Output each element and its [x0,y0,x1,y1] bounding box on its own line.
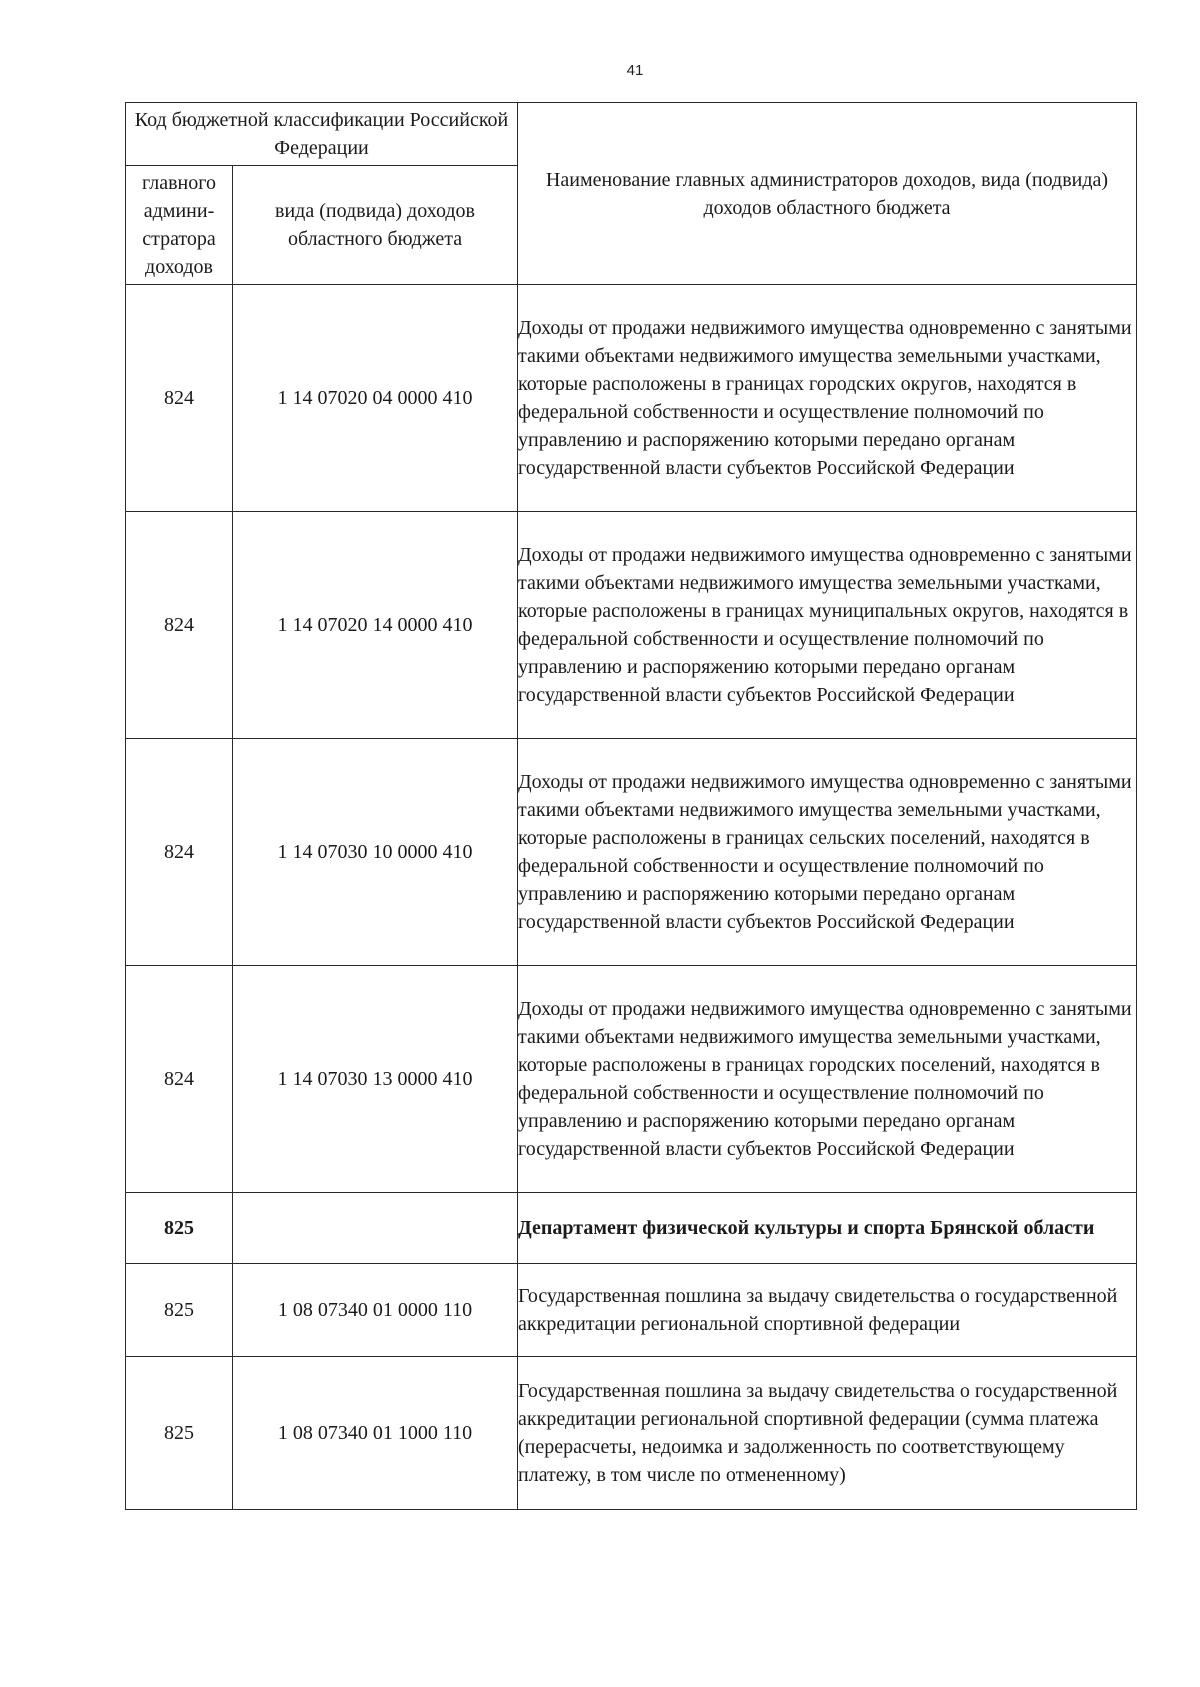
income-code-cell: 1 08 07340 01 0000 110 [233,1264,518,1357]
income-name-cell: Доходы от продажи недвижимого имущества одновременно с занятыми такими объектами недвижимого имущества земельными участками, которые расположены в границах муниципальных округов, находятся в федеральной собственности и осуществление полномочий по управлению и распоряжению которыми передано органам государственной власти субъектов Российской Федерации [518,512,1137,739]
admin-code-cell: 825 [126,1264,233,1357]
header-administrator-name: Наименование главных администраторов доходов, вида (подвида) доходов областного бюджета [518,103,1137,285]
admin-code-cell: 824 [126,512,233,739]
income-code-cell: 1 14 07020 14 0000 410 [233,512,518,739]
header-admin-code: главного админи-стратора доходов [126,166,233,285]
department-name-cell: Департамент физической культуры и спорта Брянской области [518,1193,1137,1264]
admin-code-cell: 825 [126,1357,233,1510]
admin-code-cell: 825 [126,1193,233,1264]
income-name-cell: Доходы от продажи недвижимого имущества одновременно с занятыми такими объектами недвижимого имущества земельными участками, которые расположены в границах городских округов, находятся в федеральной собственности и осуществление полномочий по управлению и распоряжению которыми передано органам государственной власти субъектов Российской Федерации [518,285,1137,512]
table-header [126,103,1137,285]
budget-classification-table [125,102,1137,1510]
income-code-cell: 1 14 07030 13 0000 410 [233,966,518,1193]
income-code-cell: 1 08 07340 01 1000 110 [233,1357,518,1510]
table-row [126,739,1137,966]
table-body [126,285,1137,1510]
table-row [126,512,1137,739]
admin-code-cell: 824 [126,966,233,1193]
income-code-cell [233,1193,518,1264]
header-income-type-code: вида (подвида) доходов областного бюджета [233,166,518,285]
income-name-cell: Государственная пошлина за выдачу свидетельства о государственной аккредитации региональной спортивной федерации (сумма платежа (перерасчеты, недоимка и задолженность по соответствующему платежу, в том числе по отмененному) [518,1357,1137,1510]
table-row [126,966,1137,1193]
admin-code-cell: 824 [126,285,233,512]
admin-code-cell: 824 [126,739,233,966]
table-row [126,1357,1137,1510]
page-number: 41 [626,62,644,79]
table-row [126,285,1137,512]
table-row [126,1264,1137,1357]
income-name-cell: Государственная пошлина за выдачу свидетельства о государственной аккредитации региональной спортивной федерации [518,1264,1137,1357]
income-name-cell: Доходы от продажи недвижимого имущества одновременно с занятыми такими объектами недвижимого имущества земельными участками, которые расположены в границах сельских поселений, находятся в федеральной собственности и осуществление полномочий по управлению и распоряжению которыми передано органам государственной власти субъектов Российской Федерации [518,739,1137,966]
header-classification-code: Код бюджетной классификации Российской Федерации [126,103,518,166]
income-code-cell: 1 14 07020 04 0000 410 [233,285,518,512]
department-row [126,1193,1137,1264]
income-code-cell: 1 14 07030 10 0000 410 [233,739,518,966]
income-name-cell: Доходы от продажи недвижимого имущества одновременно с занятыми такими объектами недвижимого имущества земельными участками, которые расположены в границах городских поселений, находятся в федеральной собственности и осуществление полномочий по управлению и распоряжению которыми передано органам государственной власти субъектов Российской Федерации [518,966,1137,1193]
